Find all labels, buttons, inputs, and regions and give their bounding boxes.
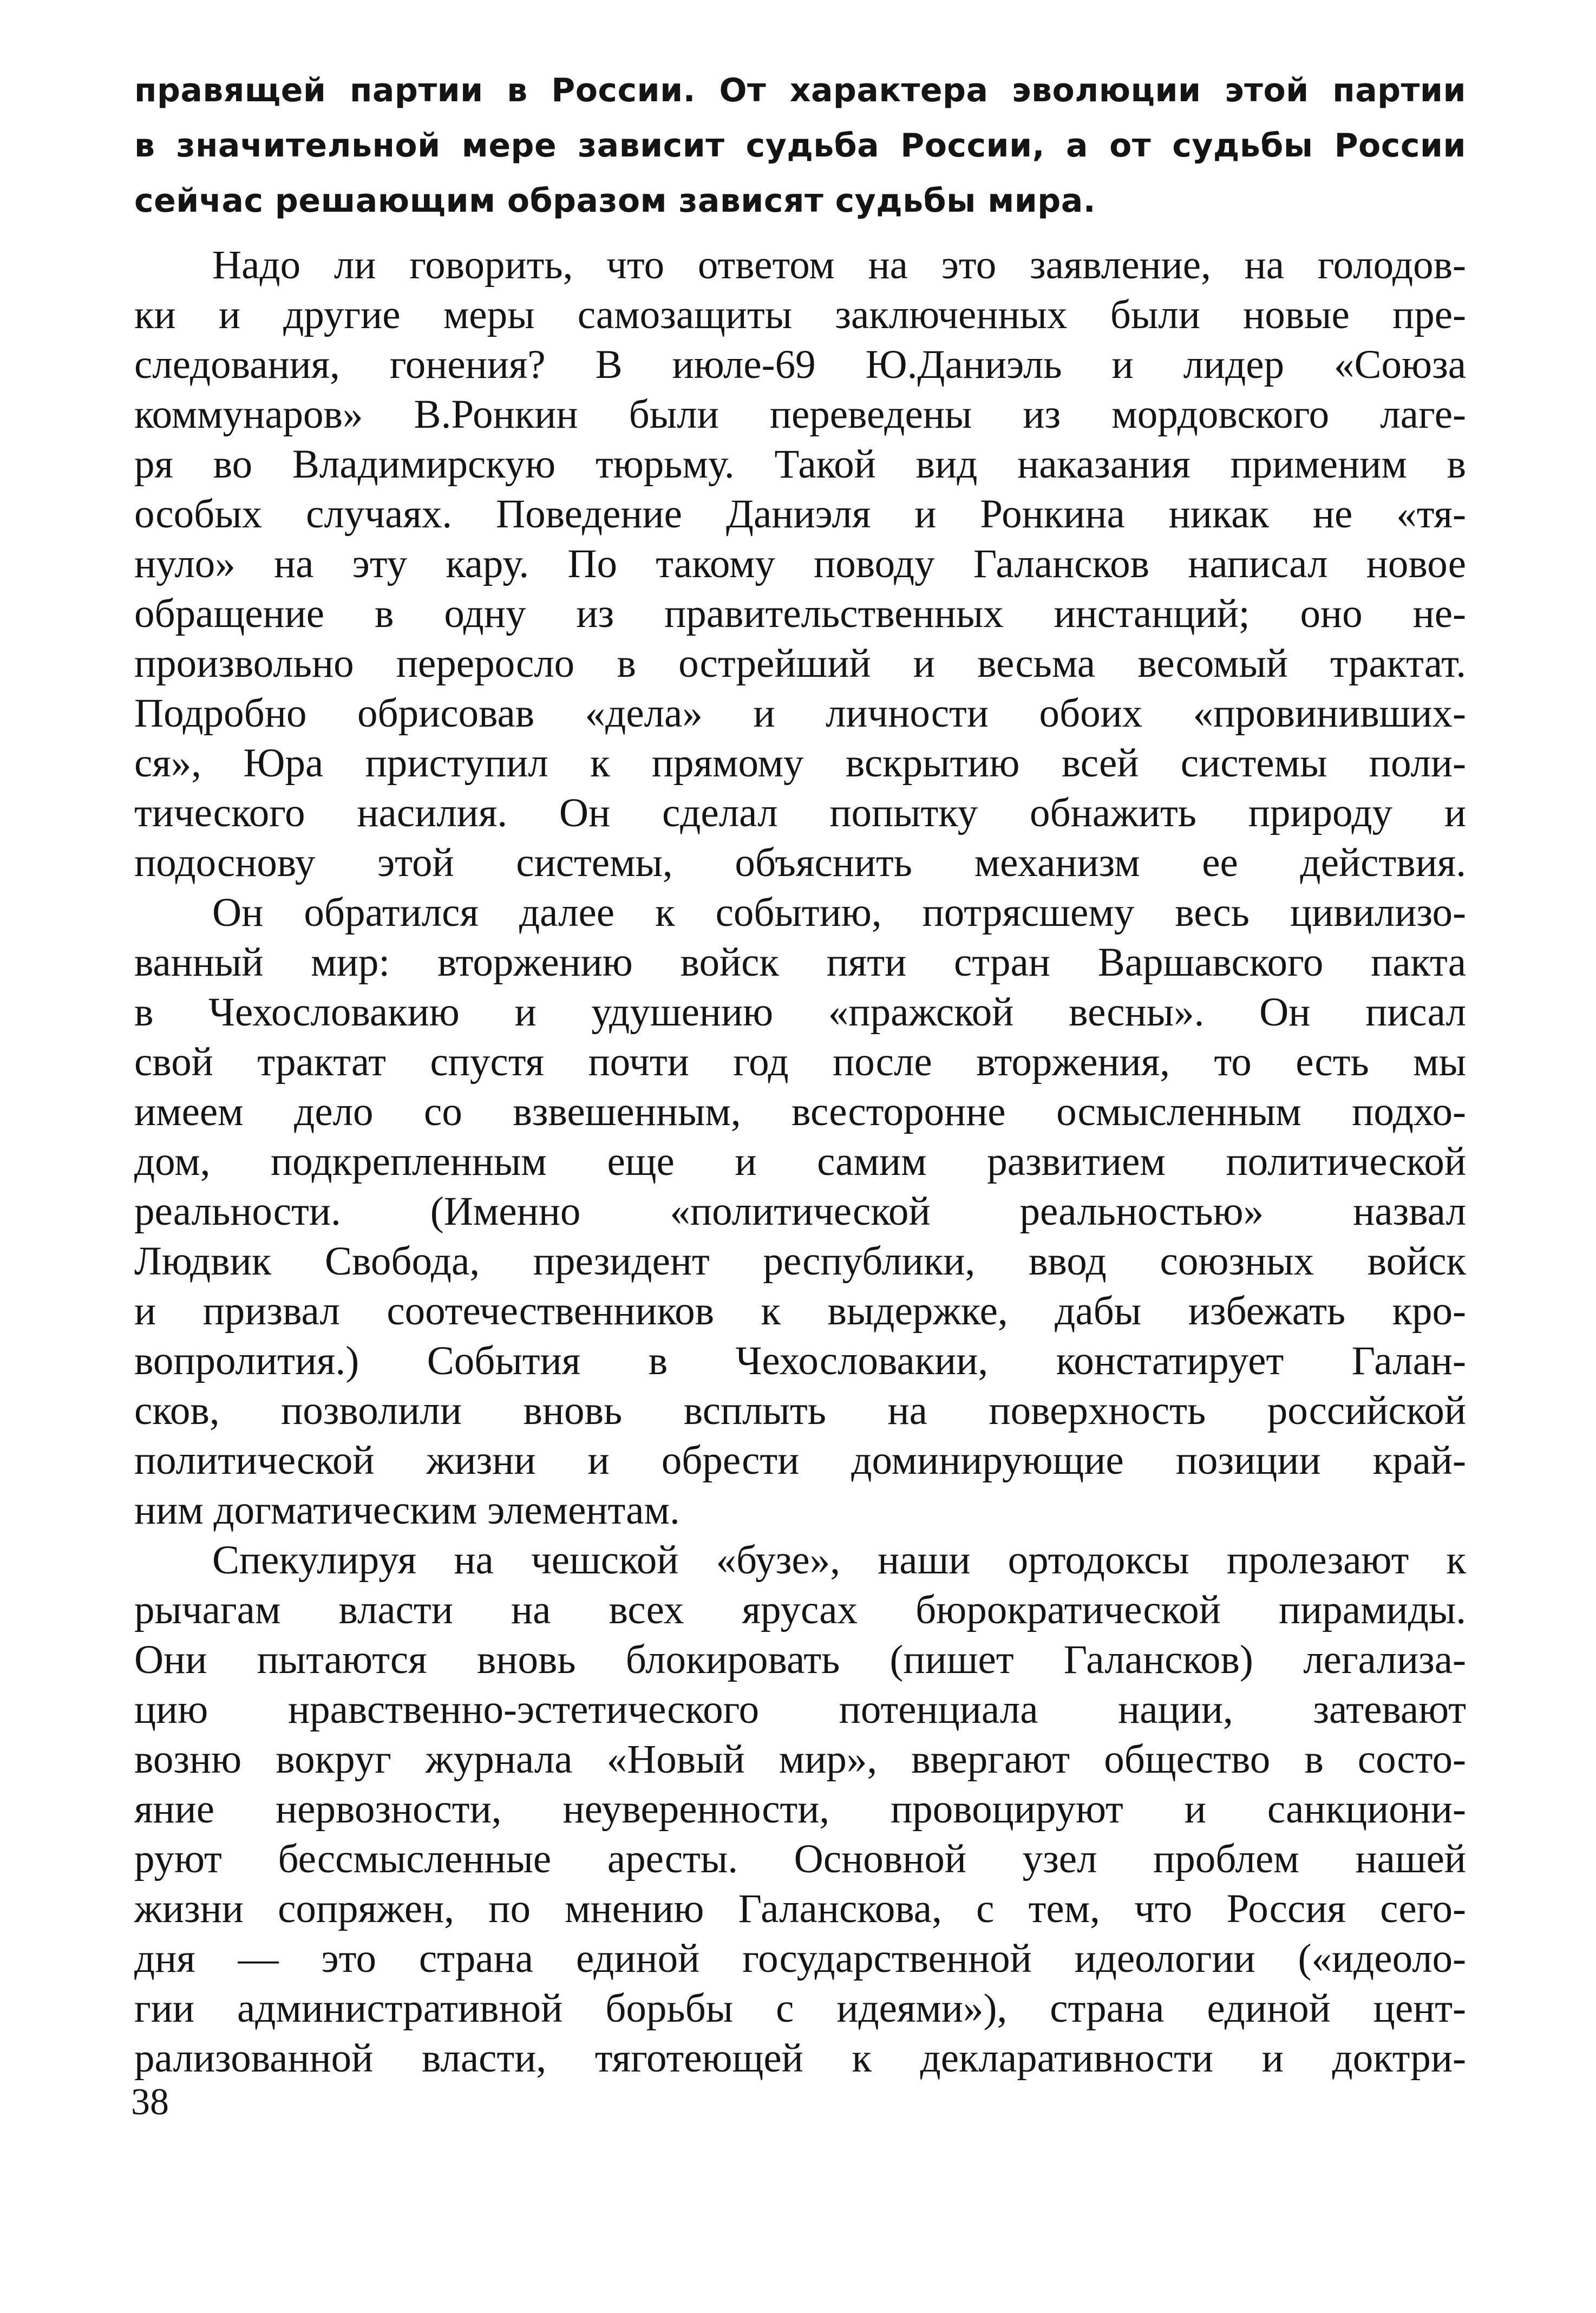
text-line: Надо ли говорить, что ответом на это заявление, на голодов- [212, 243, 1466, 288]
text-line: реальности. (Именно «политической реальностью» назвал [134, 1189, 1466, 1234]
text-line: Они пытаются вновь блокировать (пишет Галансков) легализа- [134, 1637, 1466, 1682]
text-line: возню вокруг журнала «Новый мир», ввергают общество в состо- [134, 1737, 1466, 1782]
text-line: жизни сопряжен, по мнению Галанскова, с тем, что Россия сего- [134, 1886, 1466, 1931]
text-line: произвольно переросло в острейший и весьма весомый трактат. [134, 641, 1466, 686]
text-line: вопролития.) События в Чехословакии, констатирует Галан- [134, 1338, 1466, 1383]
text-line: в Чехословакию и удушению «пражской весны». Он писал [134, 990, 1466, 1035]
text-line: тического насилия. Он сделал попытку обнажить природу и [134, 790, 1466, 835]
text-line: Он обратился далее к событию, потрясшему весь цивилизо- [212, 890, 1466, 935]
intro-line: правящей партии в России. От характера эволюции этой партии [134, 71, 1466, 109]
text-line: политической жизни и обрести доминирующие позиции край- [134, 1438, 1466, 1483]
text-line: особых случаях. Поведение Даниэля и Ронкина никак не «тя- [134, 492, 1466, 537]
text-line: Людвик Свобода, президент республики, ввод союзных войск [134, 1239, 1466, 1284]
page-number: 38 [131, 2081, 169, 2123]
text-line: следования, гонения? В июле-69 Ю.Даниэль и лидер «Союза [134, 342, 1466, 387]
text-line: сков, позволили вновь всплыть на поверхность российской [134, 1388, 1466, 1433]
text-line: дня — это страна единой государственной идеологии («идеоло- [134, 1936, 1466, 1981]
text-line: Подробно обрисовав «дела» и личности обоих «провинивших- [134, 691, 1466, 736]
text-line: руют бессмысленные аресты. Основной узел проблем нашей [134, 1837, 1466, 1881]
intro-line: в значительной мере зависит судьба России, а от судьбы России [134, 127, 1466, 165]
text-line: и призвал соотечественников к выдержке, дабы избежать кро- [134, 1289, 1466, 1334]
text-line: нуло» на эту кару. По такому поводу Галансков написал новое [134, 541, 1466, 586]
text-line: подоснову этой системы, объяснить механизм ее действия. [134, 840, 1466, 885]
intro-line: сейчас решающим образом зависят судьбы мира. [134, 182, 1096, 220]
text-line: рализованной власти, тяготеющей к декларативности и доктри- [134, 2036, 1466, 2081]
text-line: Спекулируя на чешской «бузе», наши ортодоксы пролезают к [212, 1538, 1466, 1583]
text-line: свой трактат спустя почти год после вторжения, то есть мы [134, 1040, 1466, 1084]
text-line: ря во Владимирскую тюрьму. Такой вид наказания применим в [134, 442, 1466, 487]
text-line: обращение в одну из правительственных инстанций; оно не- [134, 591, 1466, 636]
text-line: коммунаров» В.Ронкин были переведены из мордовского лаге- [134, 392, 1466, 437]
text-line: ся», Юра приступил к прямому вскрытию всей системы поли- [134, 741, 1466, 786]
text-line: имеем дело со взвешенным, всесторонне осмысленным подхо- [134, 1089, 1466, 1134]
text-line: ки и другие меры самозащиты заключенных были новые пре- [134, 292, 1466, 337]
text-line: ванный мир: вторжению войск пяти стран Варшавского пакта [134, 940, 1466, 985]
text-line: гии административной борьбы с идеями»), страна единой цент- [134, 1986, 1466, 2031]
text-line: цию нравственно-эстетического потенциала нации, затевают [134, 1687, 1466, 1732]
text-line: ним догматическим элементам. [134, 1488, 680, 1533]
text-line: яние нервозности, неуверенности, провоцируют и санкциони- [134, 1787, 1466, 1832]
text-line: рычагам власти на всех ярусах бюрократической пирамиды. [134, 1587, 1466, 1632]
text-line: дом, подкрепленным еще и самим развитием политической [134, 1139, 1466, 1184]
